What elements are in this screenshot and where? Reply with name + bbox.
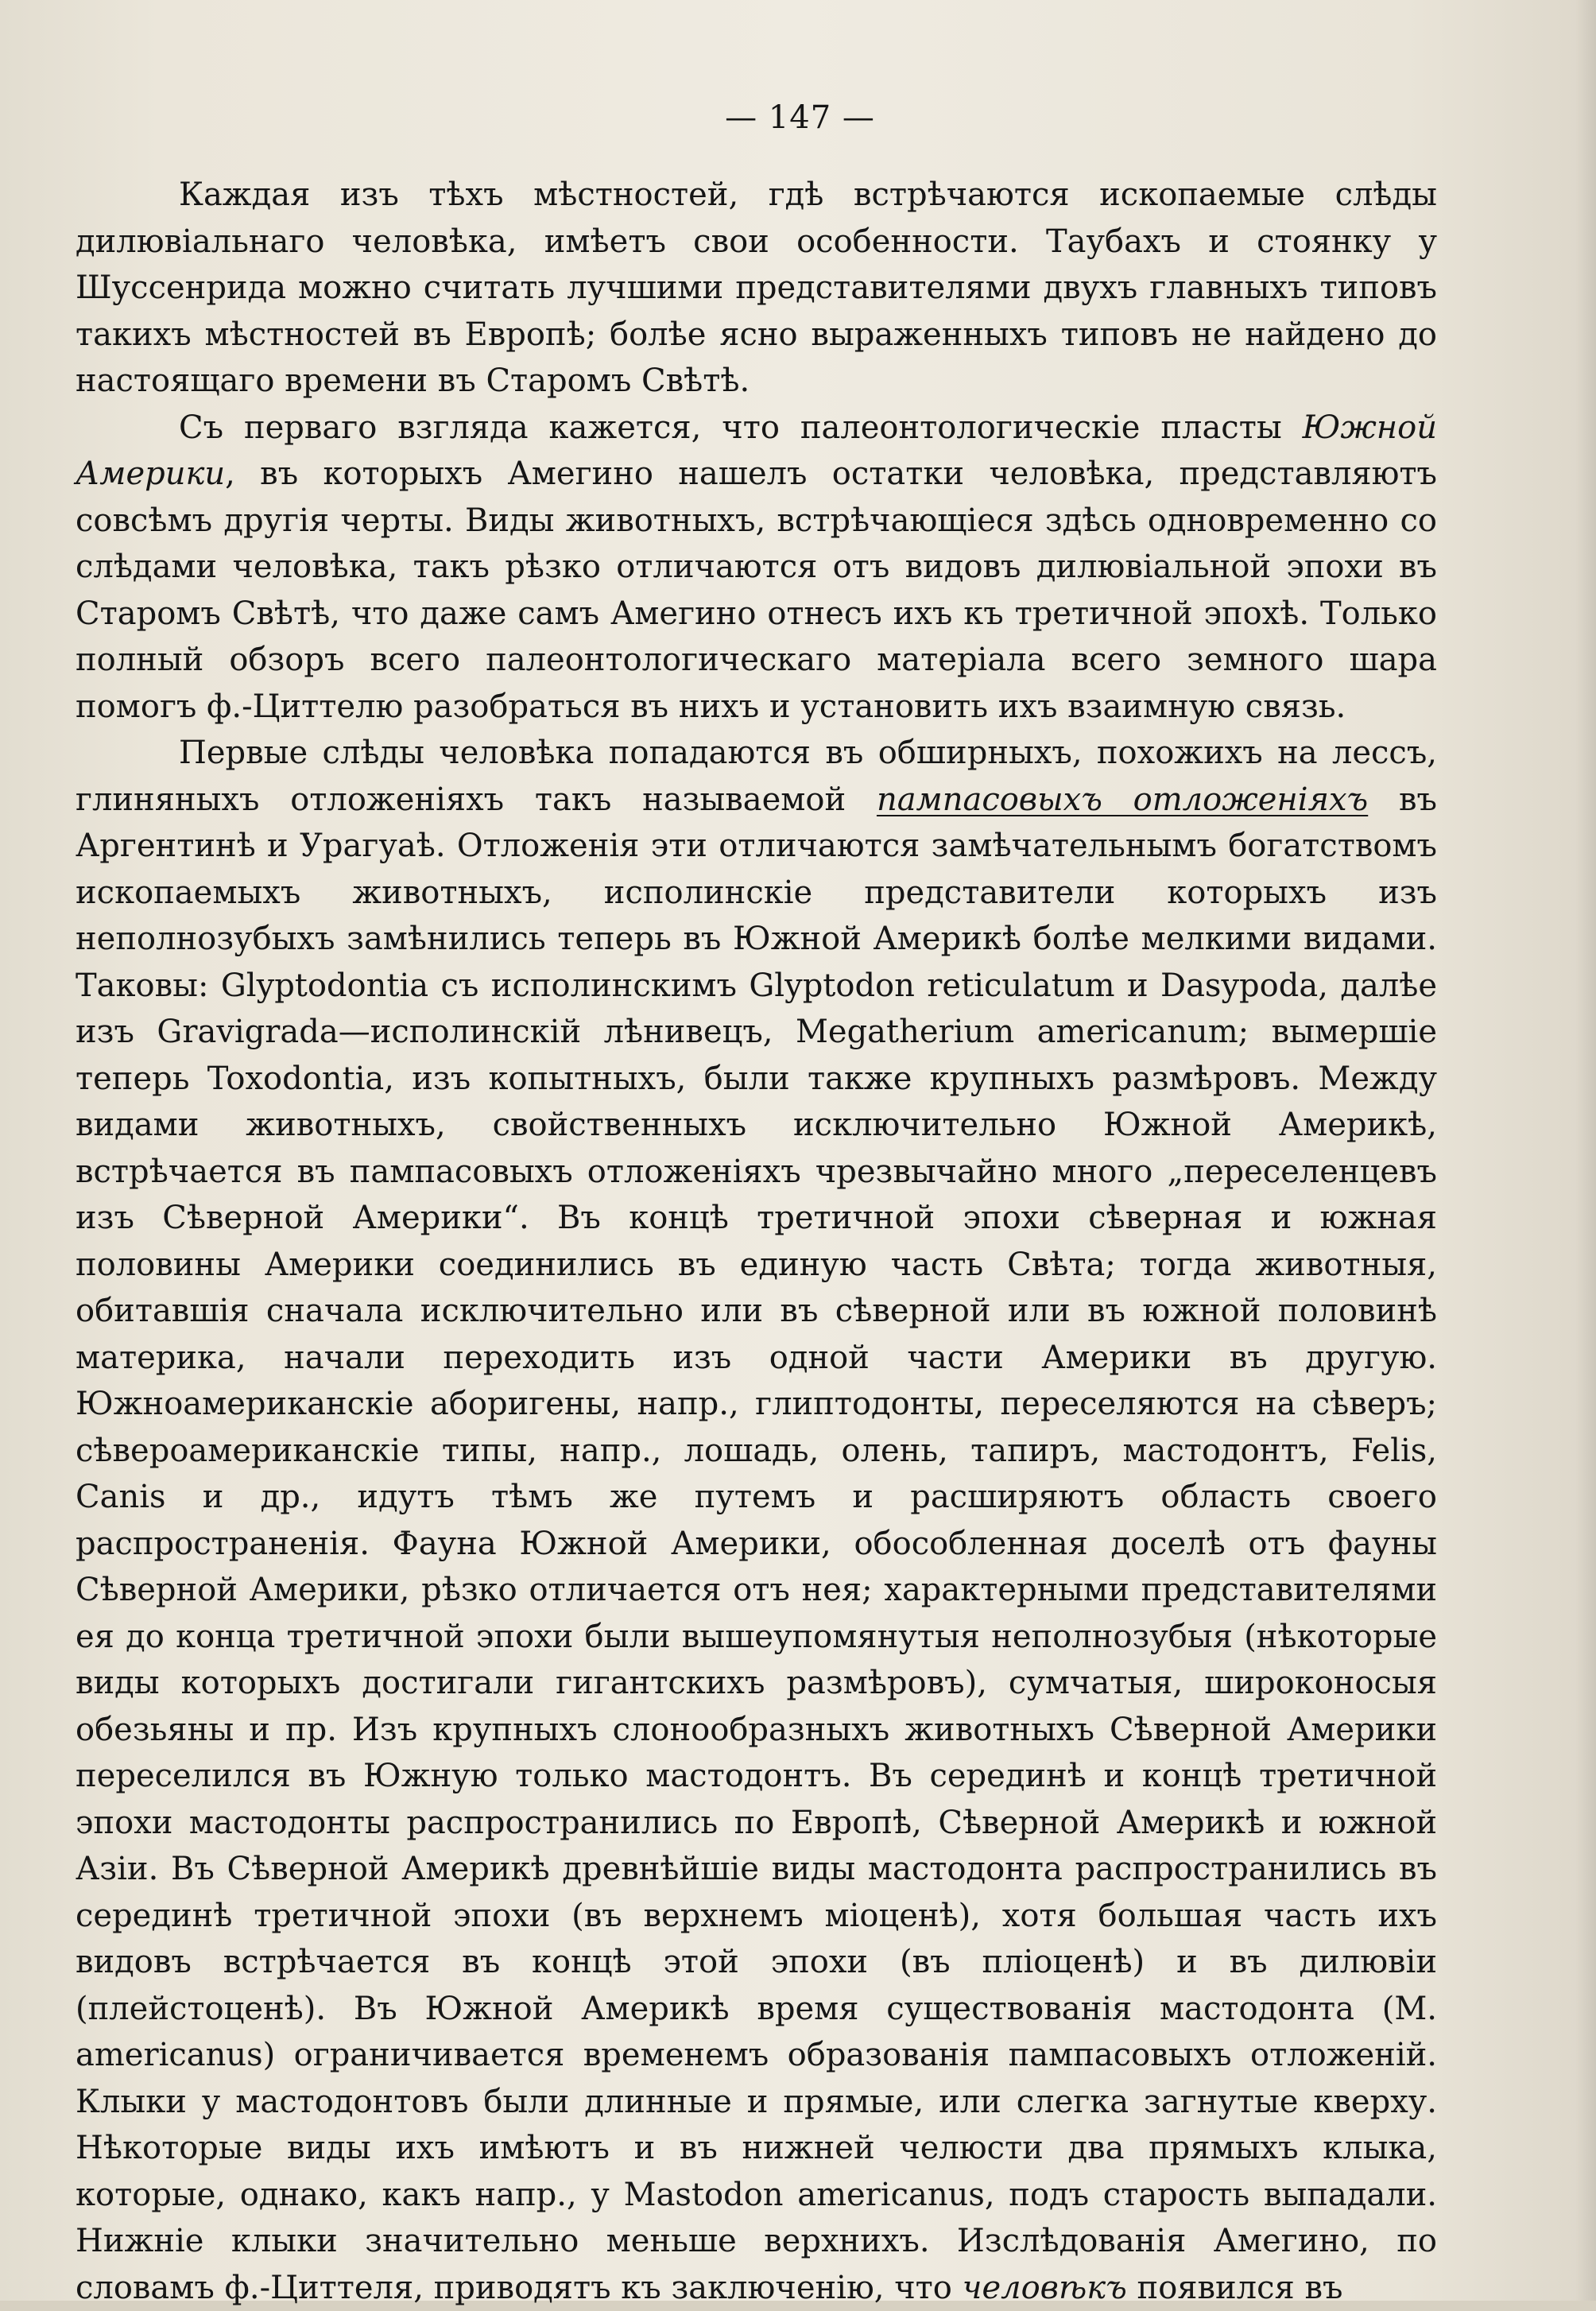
paragraph-3-text-2: въ Аргентинѣ и Урагуаѣ. Отложенія эти отличаются замѣчательнымъ богатствомъ ископаемыхъ животныхъ, исполинскіе представители которыхъ изъ неполнозубыхъ замѣнились теперь въ Южной Америкѣ болѣе мелкими видами. Таковы: Glyptodontia съ исполинскимъ Glyptodon reticulatum и Dasypoda, далѣе изъ Gravigrada—исполинскій лѣнивецъ, Megatherium americanum; вымершіе теперь Toxodontia, изъ копытныхъ, были также крупныхъ размѣровъ. Между видами животныхъ, свойственныхъ исключительно Южной Америкѣ, встрѣчается въ пампасовыхъ отложеніяхъ чрезвычайно много „переселенцевъ изъ Сѣверной Америки“. Въ концѣ третичной эпохи сѣверная и южная половины Америки соединились въ единую часть Свѣта; тогда животныя, обитавшія сначала исключительно или въ сѣверной или въ южной половинѣ материка, начали переходить изъ одной части Америки въ другую. Южноамериканскіе аборигены, напр., глиптодонты, переселяются на сѣверъ; сѣвероамериканскіе типы, напр., лошадь, олень, тапиръ, мастодонтъ, Felis, Canis и др., идутъ тѣмъ же путемъ и расширяютъ область своего распространенія. Фауна Южной Америки, обособленная доселѣ отъ фауны Сѣверной Америки, рѣзко отличается отъ нея; характерными представителями ея до конца третичной эпохи были вышеупомянутыя неполнозубыя (нѣкоторые виды которыхъ достигали гигантскихъ размѣровъ), сумчатыя, широконосыя обезьяны и пр. Изъ крупныхъ слонообразныхъ животныхъ Сѣверной Америки переселился въ Южную только мастодонтъ. Въ серединѣ и концѣ третичной эпохи мастодонты распространились по Европѣ, Сѣверной Америкѣ и южной Азіи. Въ Сѣверной Америкѣ древнѣйшіе виды мастодонта распространились въ серединѣ третичной эпохи (въ верхнемъ міоценѣ), хотя большая часть ихъ видовъ встрѣчается въ концѣ этой эпохи (въ пліоценѣ) и въ дилювіи (плейстоценѣ). Въ Южной Америкѣ время существованія мастодонта (M. americanus) ограничивается временемъ образованія пампасовыхъ отложеній. Клыки у мастодонтовъ были длинные и прямые, или слегка загнутые кверху. Нѣкоторые виды ихъ имѣютъ и въ нижней челюсти два прямыхъ клыка, которые, однако, какъ напр., у Mastodon americanus, подъ старость выпадали. Нижніе клыки значительно меньше верхнихъ. Изслѣдованія Амегино, по словамъ ф.-Циттеля, приводятъ къ заключенію, что <box>76 781 1437 2306</box>
paragraph-3-text-3: появился въ <box>1126 2269 1343 2306</box>
page-edge-shadow <box>1575 0 1596 2301</box>
paragraph-2 <box>76 405 1437 731</box>
paragraph-3-italic-word: человѣкъ <box>962 2269 1127 2306</box>
paragraph-1-text: Каждая изъ тѣхъ мѣстностей, гдѣ встрѣчаются ископаемые слѣды дилювіальнаго человѣка, имѣетъ свои особенности. Таубахъ и стоянку у Шуссенрида можно считать лучшими представителями двухъ главныхъ типовъ такихъ мѣстностей въ Европѣ; болѣе ясно выраженныхъ типовъ не найдено до настоящаго времени въ Старомъ Свѣтѣ. <box>76 176 1437 399</box>
paragraph-2-italic-term: Южной Америки <box>76 409 1437 492</box>
paragraph-2-text-1: Съ перваго взгляда кажется, что палеонтологическіе пласты <box>179 409 1303 446</box>
paragraph-3-text-1: Первые слѣды человѣка попадаются въ обширныхъ, похожихъ на лессъ, глиняныхъ отложеніяхъ такъ называемой <box>76 735 1437 818</box>
paragraph-1 <box>76 172 1437 405</box>
page-number: — 147 — <box>725 99 875 136</box>
paragraph-2-text-2: , въ которыхъ Амегино нашелъ остатки человѣка, представляютъ совсѣмъ другія черты. Виды животныхъ, встрѣчающіеся здѣсь одновременно со слѣдами человѣка, такъ рѣзко отличаются отъ видовъ дилювіальной эпохи въ Старомъ Свѣтѣ, что даже самъ Амегино отнесъ ихъ къ третичной эпохѣ. Только полный обзоръ всего палеонтологическаго матеріала всего земного шара помогъ ф.-Циттелю разобраться въ нихъ и установить ихъ взаимную связь. <box>76 456 1437 725</box>
paragraph-3-italic-term: пампасовыхъ отложеніяхъ <box>876 781 1369 818</box>
paragraph-3 <box>76 730 1437 2311</box>
